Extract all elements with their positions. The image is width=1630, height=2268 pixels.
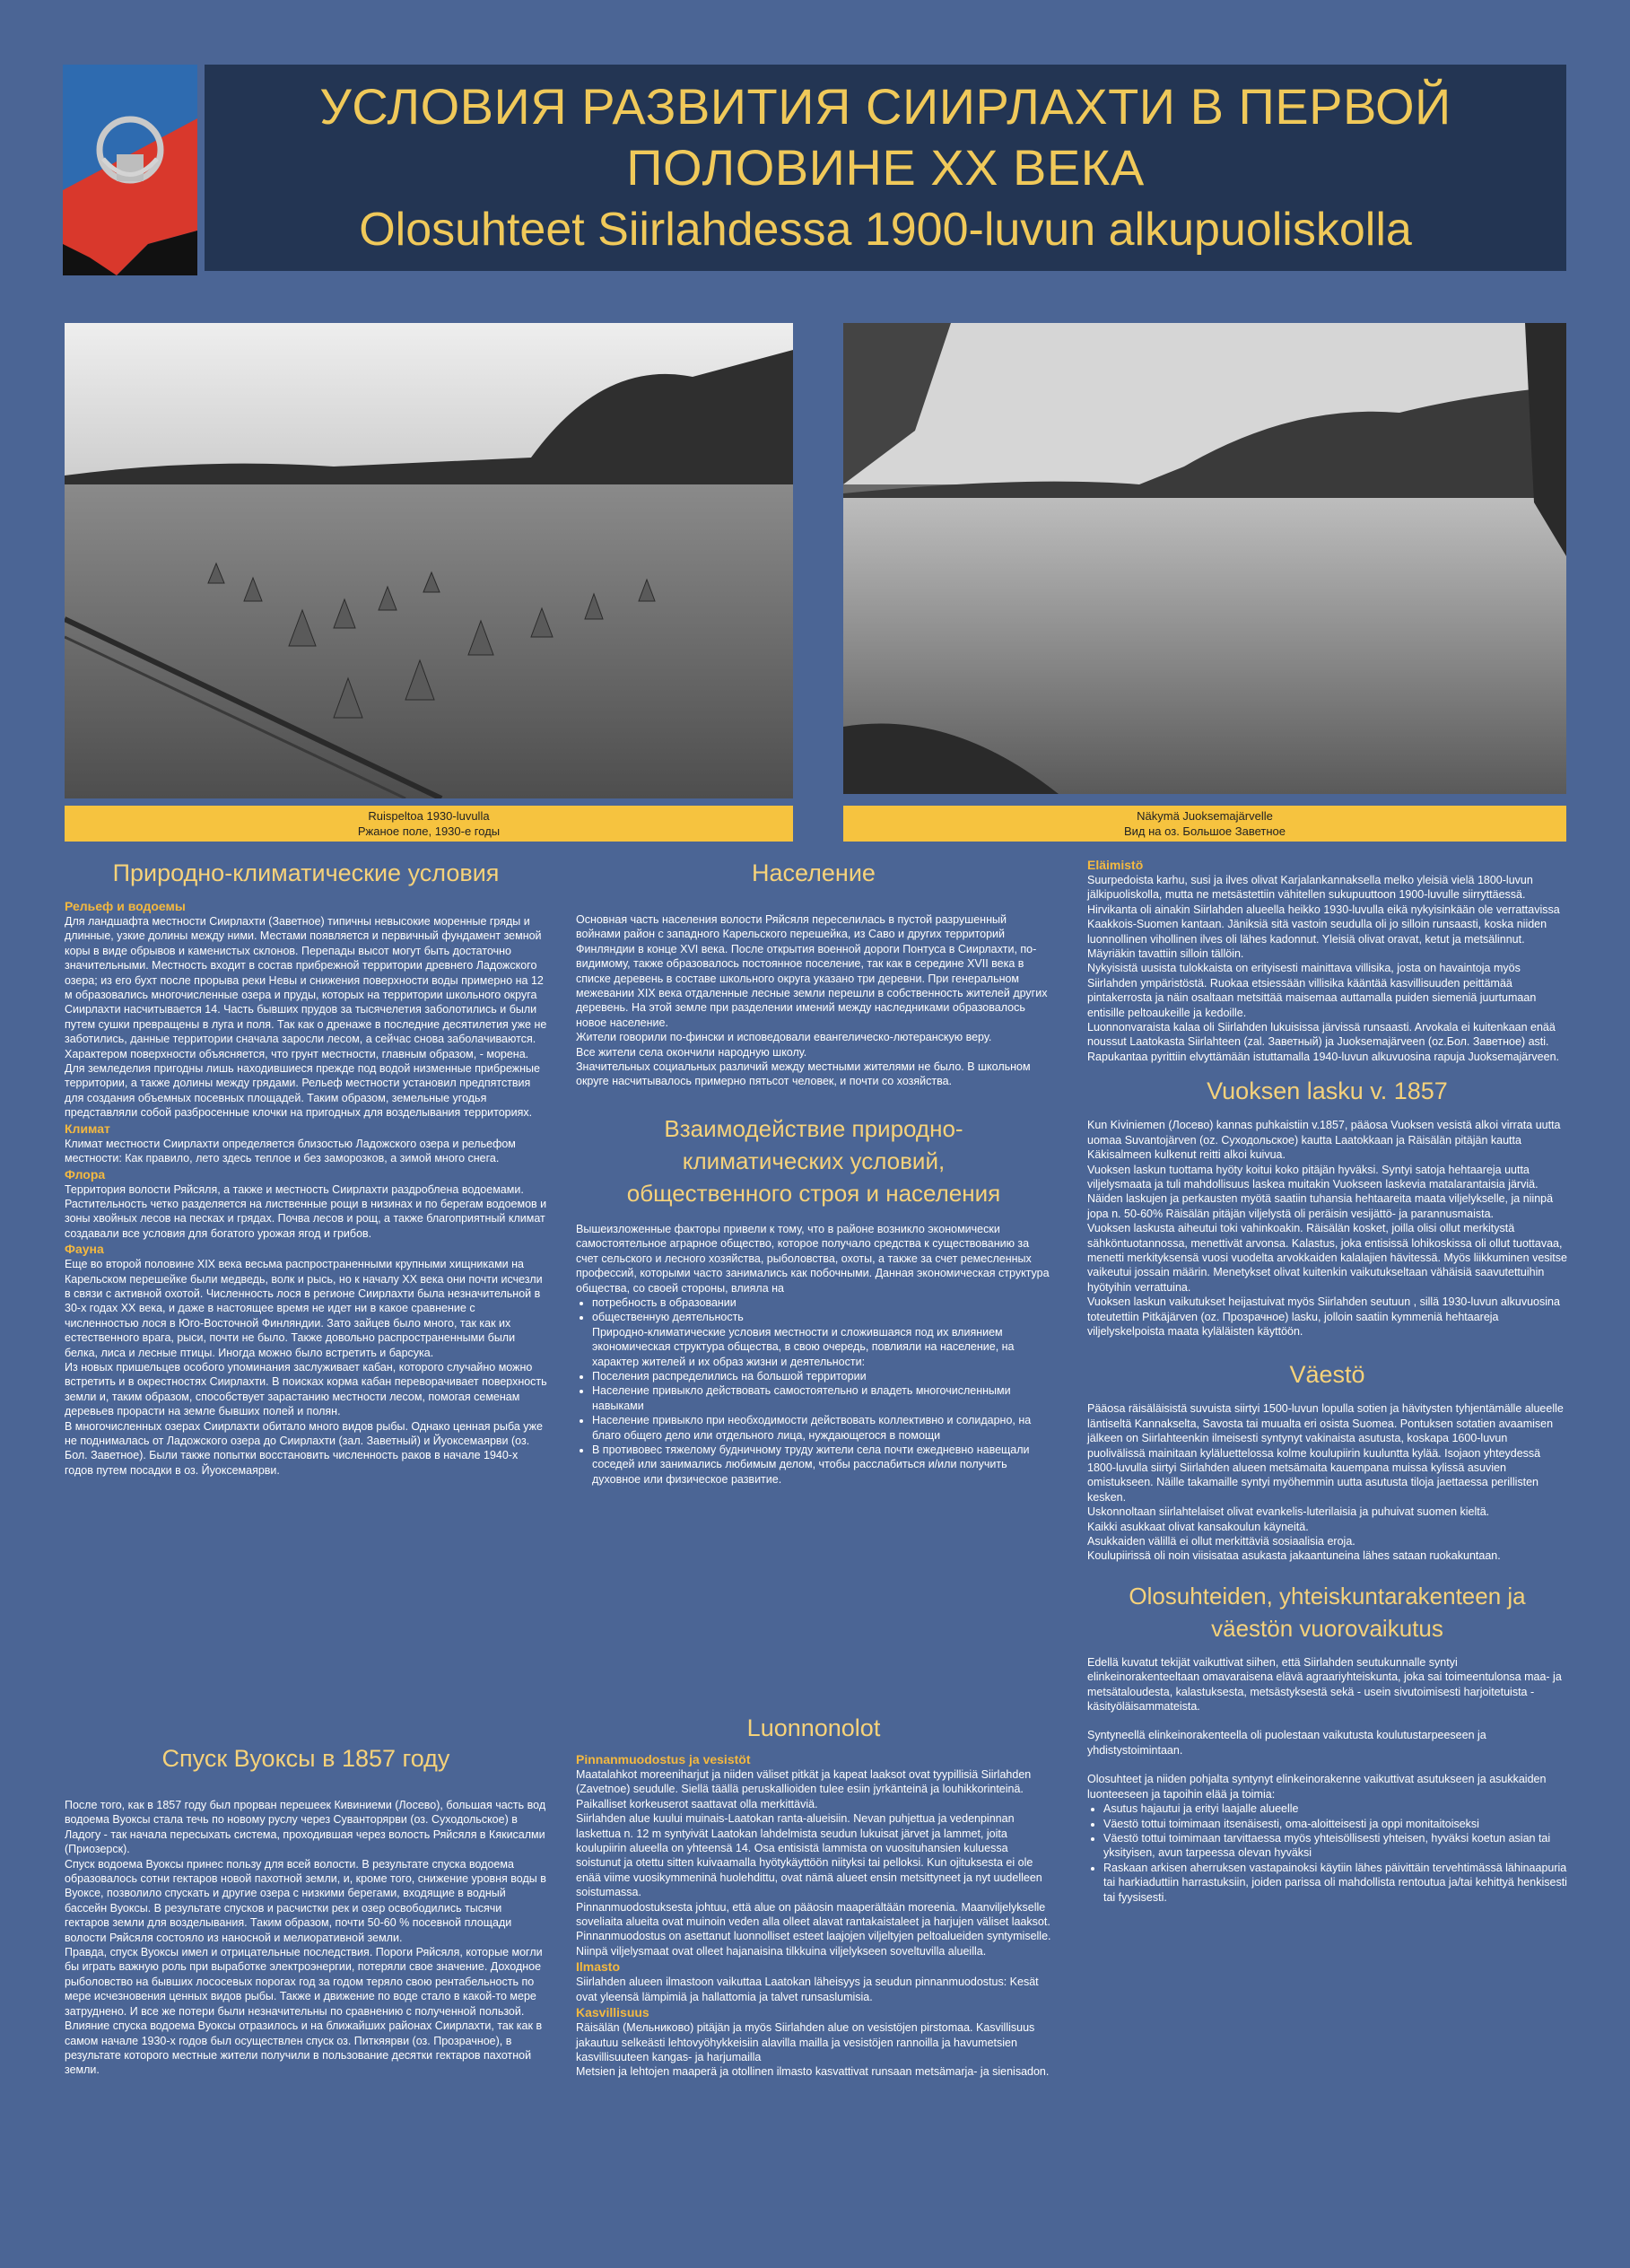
paragraph: Koulupiirissä oli noin viisisataa asukasta jakaantuneina lähes sataan ruokakuntaan. xyxy=(1087,1549,1501,1563)
section-heading-interaction-3: общественного строя и населения xyxy=(626,1179,1001,1207)
paragraph: Siirlahden alue kuului muinais-Laatokan ranta-alueisiin. Nevan puhjettua ja vedenpinnan laskettua n. 12 m syntyivät Laatokan lahdelmista seudun lukuisat järvet ja lammet, joita koulupiirin alueella on yhteensä 14. Osa entisistä lammista on vuosituhansien kuluessa soistunut ja otettu sitten kuivaamalla hyötykäyttöön niityksi tai pelloksi. Kun ojituksesta ei ole enää viime vuosikymmeninä huolehdittu, ovat nämä alueet ensin metsittyneet ja nyt uudelleen soistumassa. xyxy=(576,1812,1042,1899)
section-heading-vuoksa: Спуск Вуоксы в 1857 году xyxy=(161,1745,450,1772)
paragraph: Жители говорили по-фински и исповедовали евангелическо-лютеранскую веру. xyxy=(576,1031,992,1044)
subheading-elaimisto: Eläimistö xyxy=(1087,858,1144,872)
paragraph: Все жители села окончили народную школу. xyxy=(576,1045,807,1059)
paragraph: Syntyneellä elinkeinorakenteella oli puolestaan vaikutusta koulutustarpeeseen ja yhdistystoimintaan. xyxy=(1087,1729,1486,1757)
caption-ru: Вид на оз. Большое Заветное xyxy=(1124,824,1286,838)
title-banner xyxy=(205,65,1566,271)
paragraph: Räisälän (Мельниково) pitäjän ja myös Siirlahden alue on vesistöjen pirstomaa. Kasvillisuus jakautuu selkeästi lehtovyöhykkeisiin alavilla mailla ja vesistöjen rannoilla ja havumetsien kasvillisuuteen kangas- ja harjumailla xyxy=(576,2021,1035,2063)
paragraph: После того, как в 1857 году был прорван перешеек Кивиниеми (Лосево), большая часть вод водоема Вуоксы стала течь по новому руслу через Суванторярви (оз. Суходольское) в Ладогу - так начала пересыхать система, проходившая через волость Ряйсяля в Кякисалми (Приозерск). xyxy=(65,1799,546,1856)
paragraph: Территория волости Ряйсяля, а также и местность Сиирлахти раздроблена водоемами. Растительность четко разделяется на лиственные рощи в низинах и по берегам водоемов и зоны хвойных лесов на песках и грядах. Почва лесов и рощ, а также благоприятный климат создавали все условия для богатого урожая ягод и грибов. xyxy=(65,1182,547,1240)
column-nature-fi xyxy=(576,1712,1051,2080)
list-item: • Поселения распределились на большой территории xyxy=(592,1369,1051,1383)
paragraph: Metsien ja lehtojen maaperä ja otollinen ilmasto kasvattivat runsaan metsämarja- ja sienisadon. xyxy=(576,2065,1050,2079)
paragraph: Kaikki asukkaat olivat kansakoulun käyneitä. xyxy=(1087,1520,1309,1533)
paragraph: Природно-климатические условия местности и сложившаяся под их влиянием экономическая структура общества, в свою очередь, повлияли на население, на характер жителей и их образ жизни и деятельности: xyxy=(592,1325,1015,1368)
paragraph: Значительных социальных различий между местными жителями не было. В школьном округе насчитывалось примерно пятьсот человек, и почти со хозяйства. xyxy=(576,1060,1031,1088)
paragraph: Uskonnoltaan siirlahtelaiset olivat evankelis-luterilaisia ja puhuivat suomen kieltä. xyxy=(1087,1505,1490,1519)
section-heading-olosuhteet-2: väestön vuorovaikutus xyxy=(1211,1614,1443,1642)
paragraph: Edellä kuvatut tekijät vaikuttivat siihen, että Siirlahden seutukunnalle syntyi elinkeinorakenteeltaan omavaraisena elävä agraariyhteiskunta, joka sai toimeentulonsa maa- ja metsätaloudesta, kalastuksesta, metsästyksestä sekä - usein sivutoimisesti harjoitetuista - käsityöläisammateista. xyxy=(1087,1655,1562,1714)
section-heading-nature: Природно-климатические условия xyxy=(112,859,500,886)
paragraph: В многочисленных озерах Сиирлахти обитало много видов рыбы. Однако ценная рыба уже не поднималась от Ладожского озера до Сиирлахти (зал. Заветный) и Йуоксемаярви (оз. Бол. Заветное). Были также попытки восстановить численность раков в начале 1940-х годов путем посадки в оз. Йуоксемаярви. xyxy=(65,1419,543,1477)
bullet-list xyxy=(1087,1801,1567,1905)
list-item: • общественную деятельность xyxy=(592,1310,1051,1324)
photo-caption-1 xyxy=(65,806,793,842)
section-heading-luonnonolot: Luonnonolot xyxy=(746,1714,881,1741)
paragraph: Vuoksen laskun vaikutukset heijastuivat myös Siirlahden seutuun , sillä 1930-luvun alkuvuosina toteutettiin Pitkäjärven (oz. Прозрачное) lasku, jolloin saatiin kymmeniä hehtaareja viljelyskelpoista maata kyläläisten käyttöön. xyxy=(1087,1295,1560,1338)
paragraph: Asukkaiden välillä ei ollut merkittäviä sosiaalisia eroja. xyxy=(1087,1535,1355,1548)
column-fauna-fi xyxy=(1087,857,1567,1905)
paragraph: Основная часть населения волости Ряйсяля переселилась в пустой разрушенный войнами район с западного Карельского перешейка, из Саво и других территорий Финляндии в конце XVI века. После открытия военной дороги Понтуса в Сиирлахти, по-видимому, также образовалось постоянное поселение, так как в середине XVII века в списке деревень в составе школьного округа указано три деревни. При генеральном межевании XIX века отдаленные лесные земли перешли в собственность жителей других деревень. На этой земле при разделении имений между наследниками образовалось новое население. xyxy=(576,913,1048,1029)
section-heading-olosuhteet-1: Olosuhteiden, yhteiskuntarakenteen ja xyxy=(1129,1582,1526,1609)
photo-lake-view xyxy=(843,323,1566,794)
list-item: • Väestö tottui toimimaan itsenäisesti, oma-aloitteisesti ja oppi monitaitoiseksi xyxy=(1103,1817,1567,1831)
paragraph: Еще во второй половине XIX века весьма распространенными крупными хищниками на Карельском перешейке были медведь, волк и рысь, но к началу XX века они почти исчезли в связи с активной охотой. Численность лося в регионе Сиирлахти была незначительной в 30-х годах XX века, и даже в настоящее время не идет ни в какое сравнение с численностью лося в Юго-Восточной Финляндии. Зато зайцев было много, так как их естественного врага, рыси, почти не было. Также довольно распространенными были белка, лиса и лесные птицы. Иногда можно было встретить и барсука. xyxy=(65,1258,543,1359)
paragraph: Из новых пришельцев особого упоминания заслуживает кабан, которого случайно можно встретить и в окрестностях Сиирлахти. В поисках корма кабан переворачивает поверхность земли и, таким образом, способствует зарастанию местности лесом, помогая семенам деревьев прорасти на земле бывших полей и полян. xyxy=(65,1360,547,1418)
paragraph: Pinnanmuodostuksesta johtuu, että alue on pääosin maaperältään moreenia. Maanviljelykselle soveliaita alueita ovat muinoin veden alla olleet alavat rantakaistaleet ja harjujen väliset laaksot. Pinnanmuodostus on asettanut luonnolliset esteet laajojen viljeltyjen peltoalueiden syntymiselle. Niinpä viljelysmaat ovat olleet hajanaisina tilkkuina viljelykseen soveltuvilla alueilla. xyxy=(576,1900,1051,1958)
list-item: • Население привыкло при необходимости действовать коллективно и солидарно, на благо общего дело или отдельного лица, нуждающегося в помощи xyxy=(592,1413,1051,1443)
caption-ru: Ржаное поле, 1930-е годы xyxy=(357,824,501,838)
paragraph: Kun Kiviniemen (Лосево) kannas puhkaistiin v.1857, pääosa Vuoksen vesistä alkoi virrata uutta uomaa Suvantojärven (oz. Суходольское) kautta Laatokkaan ja Räisälän pitäjän kautta Käkisalmeen kulkenut reitti alkoi kuivua. xyxy=(1087,1119,1561,1162)
paragraph: Suurpedoista karhu, susi ja ilves olivat Karjalankannaksella melko yleisiä vielä 1800-luvun jälkipuoliskolla, mutta ne metsästettiin vähitellen sukupuuttoon 1900-luvulle siirryttäessä. Hirvikanta oli ainakin Siirlahden alueella heikko 1930-luvulla eikä nykyisinkään ole verrattavissa Kaakkois-Suomen kantaan. Jäniksiä sitä vastoin seudulla oli jo silloin runsaasti, koska niiden luonnollinen vihollinen ilves oli lähes kadonnut. Yleisiä olivat oravat, ketut ja metsälinnut. Mäyriäkin tavattiin silloin tällöin. xyxy=(1087,874,1560,961)
paragraph: Siirlahden alueen ilmastoon vaikuttaa Laatokan läheisyys ja seudun pinnanmuodostus: Kesät ovat yleensä lämpimiä ja hallattomia ja talvet runsaslumisia. xyxy=(576,1976,1039,2003)
bullet-list xyxy=(576,1369,1051,1487)
paragraph: Для ландшафта местности Сиирлахти (Заветное) типичны невысокие моренные гряды и длинные, узкие долины между ними. Местами появляется и первичный фундамент земной коры в виде обрывов и каменистых склонов. Перепады высот могут быть достаточно значительными. Местность входит в состав прибрежной территории древнего Ладожского озера; из его бухт после прорыва реки Невы и снижения поверхности воды примерно на 12 м образовались многочисленные озера и пруды, которых на территории школьного округа Сиирлахти насчитывается 14. Часть бывших прудов за тысячелетия заболотились и были путем сушки превращены в луга и поля. Так как о дренаже в последние десятилетия уже не заботились, данные территории сначала заросли лесом, а сейчас снова заболачиваются. xyxy=(65,915,547,1046)
paragraph: Климат местности Сиирлахти определяется близостью Ладожского озера и рельефом местности: Как правило, лето здесь теплое и без заморозков, а зимой много снега. xyxy=(65,1137,516,1165)
section-heading-vaesto: Väestö xyxy=(1289,1361,1365,1389)
list-item: • Raskaan arkisen aherruksen vastapainoksi käytiin lähes päivittäin tervehtimässä lähinaapuria tai harkiaduttiin harrastuksiin, joiden parissa oli mahdollista rentoutua ja/tai kehittyä henkisesti tai fyysisesti. xyxy=(1103,1861,1567,1905)
list-item: • Население привыкло действовать самостоятельно и владеть многочисленными навыками xyxy=(592,1383,1051,1413)
title-ru-line-2: ПОЛОВИНЕ XX ВЕКА xyxy=(626,139,1145,196)
paragraph: Характером поверхности объясняется, что грунт местности, главным образом, - морена. Для земледелия пригодны лишь находившиеся прежде под водой низменные прибрежные территории, а также долины между грядами. Рельеф местности установил предпятствия для создания объемных посевных площадей. Таким образом, земельные угодья представляли собой разбросенные клочки на пригодных для возделывания территориях. xyxy=(65,1047,540,1120)
subheading-ilmasto: Ilmasto xyxy=(576,1959,621,1975)
section-heading-interaction-2: климатических условий, xyxy=(682,1147,946,1174)
paragraph: Luonnonvaraista kalaa oli Siirlahden lukuisissa järvissä runsaasti. Arvokala ei kuitenkaan enää noussut Laatokasta Siirlahteen (zal. Заветный) ja Juoksemajärveen (oz.Бол. Заветное) asti. Rapukantaa pyrittiin elvyttämään istuttamalla 1940-luvun alkuvuosina rapuja Juoksemajärveen. xyxy=(1087,1021,1559,1063)
paragraph: Влияние спуска водоема Вуоксы отразилось и на ближайших районах Сиирлахти, так как в самом начале 1930-х годов был осуществлен спуск оз. Питкяярви (оз. Прозрачное), в результате которого местные жители получили в пользование десятки гектаров пахотной земли. xyxy=(65,2019,543,2077)
photo-rye-field xyxy=(65,323,793,798)
paragraph: Вышеизложенные факторы привели к тому, что в районе возникло экономически самостоятельное аграрное общество, которое получало средства к существованию за счет сельского и лесного хозяйства, рыболовства, охоты, а также за счет ремесленных профессий, которыми часто занимались как побочными. Данная экономическая структура общества, со своей стороны, влияла на xyxy=(576,1222,1050,1295)
paragraph: Nykyisistä uusista tulokkaista on erityisesti mainittava villisika, josta on havaintoja myös Siirlahden ympäristöstä. Ruokaa etsiessään villisika kääntää kasvillisuuden peittämää pintakerrosta ja näin osaltaan metsittää maisemaa auttamalla puiden siemeniä juurtumaan entisille peltoaukeille ja kedoille. xyxy=(1087,962,1537,1019)
paragraph: Pääosa räisäläisistä suvuista siirtyi 1500-luvun lopulla sotien ja hävitysten tyhjentämälle alueelle läntiseltä Kannakselta, Savosta tai muualta eri osista Suomea. Pontuksen sotatien avaamisen jälkeen on Siirlahteenkin ilmeisesti syntynyt vakinaista asutusta, koskapa 1600-luvun puolivälissä mainitaan kyläluettelossa kolme koulupiirin kuuluntta kylää. Isojaon yhteydessä 1800-luvulla siirtyi Siirlahden alueen metsämaita kauempana muissa kylissä asuvien omistukseen. Näille takamaille syntyi myöhemmin uutta asutusta tiloja jaettaessa perillisten kesken. xyxy=(1087,1402,1564,1504)
caption-fi: Ruispeltoa 1930-luvulla xyxy=(368,809,490,823)
subheading-climate: Климат xyxy=(65,1121,110,1136)
title-fi: Olosuhteet Siirlahdessa 1900-luvun alkupuoliskolla xyxy=(359,204,1412,256)
subheading-kasvillisuus: Kasvillisuus xyxy=(576,2005,649,2020)
photo-caption-2 xyxy=(843,806,1566,842)
subheading-relief: Рельеф и водоемы xyxy=(65,899,186,913)
subheading-flora: Флора xyxy=(65,1166,106,1182)
paragraph: Maatalahkot moreeniharjut ja niiden väliset pitkät ja kapeat laaksot ovat tyypillisiä Siirlahden (Zavetnoe) seudulle. Siellä täällä peruskallioiden tulee esiin jyrkänteinä ja louhikkorinteinä. Paikalliset korkeuserot saattavat olla merkittäviä. xyxy=(576,1768,1032,1810)
paragraph: Vuoksen laskun tuottama hyöty koitui koko pitäjän hyväksi. Syntyi satoja hehtaareja uutta viljelysmaata ja tuli mahdollisuus laskea muitakin Vuokseen laskevia matalarantaisia järviä. Näiden laskujen ja perkausten myötä saatiin tuhansia hehtaareita maata viljelykselle, ja niinpä jopa n. 50-60% Räisälän pitäjän viljelystä oli peräisin vesijättö- ja parannusmaista. xyxy=(1087,1163,1554,1220)
subheading-pinnanmuodostus: Pinnanmuodostus ja vesistöt xyxy=(576,1752,751,1766)
column-nature-ru xyxy=(65,857,547,1478)
paragraph: Vuoksen laskusta aiheutui toki vahinkoakin. Räisälän kosket, joilla olisi ollut merkitystä sähköntuotannossa, menettivät arvonsa. Kalastus, joka entisissä lohikoskissa oli ollut tuottavaa, menetti merkityksensä vuosi vuodelta arvokkaiden kalalajien hävitessä. Myös liikkuminen vesitse vaikeutui jossain määrin. Menetykset olivat kuitenkin vaikutukseltaan vähäisiä saavutettuihin hyötyihin verrattuina. xyxy=(1087,1222,1567,1294)
paragraph: Olosuhteet ja niiden pohjalta syntynyt elinkeinorakenne vaikuttivat asutukseen ja asukkaiden luonteeseen ja tapoihin elää ja toimia: xyxy=(1087,1773,1547,1801)
list-item: • Väestö tottui toimimaan tarvittaessa myös yhteisöllisesti yhteisen, hyväksi koetun asian tai yksityisen, avun tarpeessa olevan hyväksi xyxy=(1103,1831,1567,1861)
column-population-ru xyxy=(576,857,1051,1487)
list-item: • В противовес тяжелому будничному труду жители села почти ежедневно навещали соседей или занимались любимым делом, чтобы расслабиться и/или получить духовное или физическое развитие. xyxy=(592,1443,1051,1487)
paragraph: Спуск водоема Вуоксы принес пользу для всей волости. В результате спуска водоема образовалось сотни гектаров новой пахотной земли, и, кроме того, снижение уровня воды в Вуоксе, позволило спускать и другие озера с низкими берегами, входящие в водный бассейн Вуоксы. В результате спусков и расчистки рек и озер освободились тысячи гектаров земли для возделывания. Таким образом, почти 50-60 % посевной площади волости Ряйсяля состояло из наносной и мелиоративной земли. xyxy=(65,1857,546,1944)
paragraph: Правда, спуск Вуоксы имел и отрицательные последствия. Пороги Ряйсяля, которые могли бы играть важную роль при выработке электроэнергии, потеряли свое значение. Доходное рыболовство на бывших лососевых порогах год за годом теряло свою рентабельность по мере исчезновения ценных видов рыбы. Также и движение по воде стало в какой-то мере затруднено. И все же потери были незначительны по сравнению с полученной пользой. xyxy=(65,1946,543,2018)
section-heading-population: Население xyxy=(752,859,876,886)
section-heading-interaction-1: Взаимодействие природно- xyxy=(664,1114,963,1142)
caption-fi: Näkymä Juoksemajärvelle xyxy=(1137,809,1273,823)
title-ru-line-1: УСЛОВИЯ РАЗВИТИЯ СИИРЛАХТИ В ПЕРВОЙ xyxy=(319,78,1451,135)
subheading-fauna: Фауна xyxy=(65,1242,104,1257)
column-vuoksa-ru xyxy=(65,1742,547,2078)
list-item: • потребность в образовании xyxy=(592,1295,1051,1310)
bullet-list xyxy=(576,1295,1051,1325)
section-heading-vuoksen-lasku: Vuoksen lasku v. 1857 xyxy=(1207,1077,1448,1105)
coat-of-arms-emblem xyxy=(63,65,197,280)
list-item: • Asutus hajautui ja erityi laajalle alueelle xyxy=(1103,1801,1567,1816)
